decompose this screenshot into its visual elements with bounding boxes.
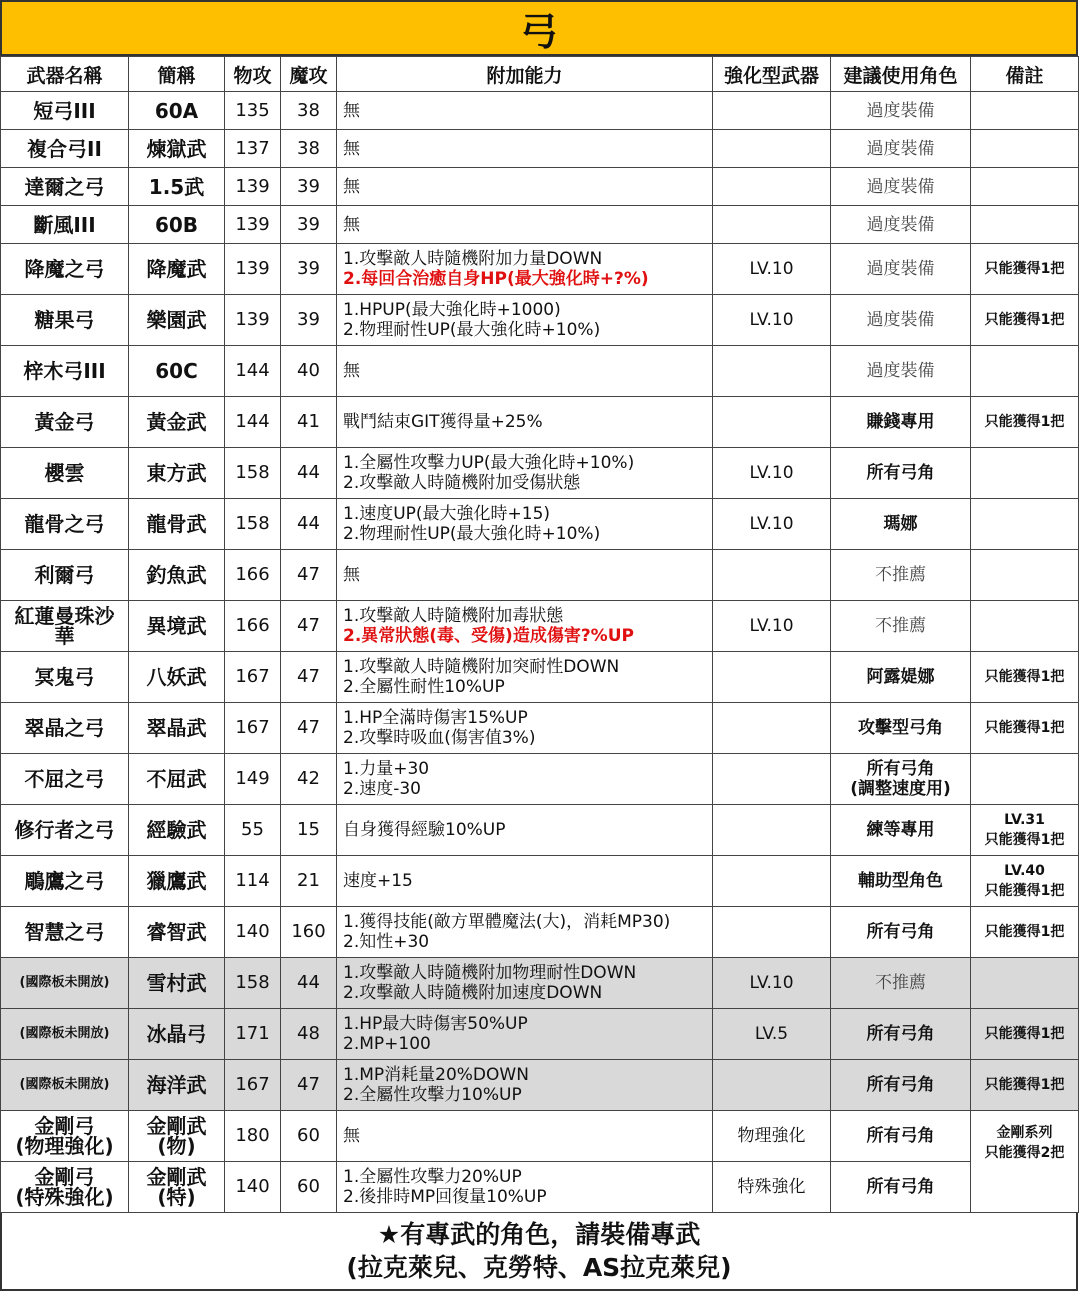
ability-line: 1.攻擊敵人時隨機附加物理耐性DOWN	[343, 963, 637, 983]
cell-abbr: 60A	[129, 92, 225, 130]
cell-ability	[337, 550, 713, 601]
cell-ability	[337, 168, 713, 206]
cell-patk: 55	[225, 805, 281, 856]
ability-line: 2.攻擊時吸血(傷害值3%)	[343, 728, 536, 748]
cell-patk: 166	[225, 601, 281, 652]
cell-ability	[337, 1009, 713, 1060]
ability-line: 速度+15	[343, 871, 413, 891]
ability-line: 無	[343, 361, 360, 381]
cell-matk: 160	[281, 907, 337, 958]
cell-abbr: 黃金武	[129, 397, 225, 448]
cell-enhance	[713, 206, 831, 244]
cell-abbr: 60B	[129, 206, 225, 244]
header-row	[1, 57, 1079, 92]
cell-ability	[337, 206, 713, 244]
table-row	[1, 907, 1079, 958]
cell-enhance	[713, 907, 831, 958]
cell-matk: 60	[281, 1162, 337, 1213]
cell-weapon-name: 翠晶之弓	[1, 703, 129, 754]
cell-matk: 39	[281, 168, 337, 206]
cell-weapon-name: 複合弓II	[1, 130, 129, 168]
cell-note: 只能獲得1把	[971, 652, 1079, 703]
cell-weapon-name: 金剛弓 (特殊強化)	[1, 1162, 129, 1213]
cell-patk: 135	[225, 92, 281, 130]
cell-role: 瑪娜	[831, 499, 971, 550]
ability-line: 1.全屬性攻擊力20%UP	[343, 1167, 522, 1187]
cell-enhance	[713, 856, 831, 907]
cell-abbr: 海洋武	[129, 1060, 225, 1111]
cell-enhance: LV.10	[713, 244, 831, 295]
ability-line: 1.速度UP(最大強化時+15)	[343, 504, 551, 524]
table-row	[1, 346, 1079, 397]
ability-line: 2.攻擊敵人時隨機附加受傷狀態	[343, 473, 581, 493]
ability-line: 2.速度-30	[343, 779, 421, 799]
cell-ability	[337, 346, 713, 397]
cell-role: 不推薦	[831, 958, 971, 1009]
cell-enhance: LV.10	[713, 448, 831, 499]
cell-note	[971, 130, 1079, 168]
cell-enhance	[713, 168, 831, 206]
header-enhance: 強化型武器	[713, 57, 831, 92]
cell-ability	[337, 1060, 713, 1111]
table-row	[1, 1111, 1079, 1162]
cell-ability	[337, 601, 713, 652]
cell-matk: 47	[281, 550, 337, 601]
cell-role: 過度裝備	[831, 206, 971, 244]
cell-abbr: 釣魚武	[129, 550, 225, 601]
header-matk: 魔攻	[281, 57, 337, 92]
header-weapon-name: 武器名稱	[1, 57, 129, 92]
cell-enhance	[713, 346, 831, 397]
cell-matk: 44	[281, 958, 337, 1009]
cell-matk: 47	[281, 652, 337, 703]
cell-weapon-name: 達爾之弓	[1, 168, 129, 206]
cell-patk: 166	[225, 550, 281, 601]
cell-weapon-name: 利爾弓	[1, 550, 129, 601]
cell-ability	[337, 499, 713, 550]
cell-note	[971, 448, 1079, 499]
table-row	[1, 206, 1079, 244]
cell-ability	[337, 907, 713, 958]
cell-ability	[337, 244, 713, 295]
cell-patk: 171	[225, 1009, 281, 1060]
cell-patk: 144	[225, 397, 281, 448]
cell-matk: 39	[281, 295, 337, 346]
table-row	[1, 1162, 1079, 1213]
table-row	[1, 550, 1079, 601]
ability-line: 2.全屬性攻擊力10%UP	[343, 1085, 522, 1105]
cell-abbr: 不屈武	[129, 754, 225, 805]
cell-ability	[337, 856, 713, 907]
cell-matk: 41	[281, 397, 337, 448]
cell-matk: 38	[281, 92, 337, 130]
cell-patk: 167	[225, 703, 281, 754]
cell-note	[971, 168, 1079, 206]
cell-note: 只能獲得1把	[971, 244, 1079, 295]
cell-weapon-name: 黃金弓	[1, 397, 129, 448]
table-row	[1, 168, 1079, 206]
cell-note: LV.31 只能獲得1把	[971, 805, 1079, 856]
ability-line: 1.攻擊敵人時隨機附加突耐性DOWN	[343, 657, 620, 677]
ability-line: 無	[343, 176, 360, 197]
cell-patk: 158	[225, 958, 281, 1009]
cell-enhance	[713, 805, 831, 856]
cell-role: 過度裝備	[831, 295, 971, 346]
table-row	[1, 295, 1079, 346]
cell-matk: 15	[281, 805, 337, 856]
cell-matk: 47	[281, 1060, 337, 1111]
ability-line: 無	[343, 214, 360, 235]
cell-matk: 44	[281, 448, 337, 499]
cell-patk: 158	[225, 448, 281, 499]
cell-matk: 48	[281, 1009, 337, 1060]
cell-enhance	[713, 754, 831, 805]
ability-line: 2.全屬性耐性10%UP	[343, 677, 505, 697]
table-row	[1, 397, 1079, 448]
footer-note	[0, 1213, 1078, 1291]
cell-enhance: LV.10	[713, 958, 831, 1009]
table-row	[1, 448, 1079, 499]
cell-role: 所有弓角	[831, 448, 971, 499]
ability-line: 2.每回合治癒自身HP(最大強化時+?%)	[343, 269, 649, 289]
cell-note: 只能獲得1把	[971, 295, 1079, 346]
cell-ability	[337, 703, 713, 754]
cell-enhance	[713, 550, 831, 601]
ability-line: 1.攻擊敵人時隨機附加毒狀態	[343, 606, 564, 626]
cell-weapon-name: (國際板未開放)	[1, 1009, 129, 1060]
cell-patk: 114	[225, 856, 281, 907]
ability-line: 無	[343, 138, 360, 159]
cell-note	[971, 550, 1079, 601]
cell-weapon-name: 冥鬼弓	[1, 652, 129, 703]
cell-role: 過度裝備	[831, 130, 971, 168]
ability-line: 2.物理耐性UP(最大強化時+10%)	[343, 524, 601, 544]
cell-ability	[337, 1111, 713, 1162]
cell-enhance: 特殊強化	[713, 1162, 831, 1213]
cell-ability	[337, 130, 713, 168]
ability-line: 1.力量+30	[343, 759, 430, 779]
cell-note: 只能獲得1把	[971, 907, 1079, 958]
cell-enhance	[713, 397, 831, 448]
ability-line: 2.物理耐性UP(最大強化時+10%)	[343, 320, 601, 340]
cell-note: 只能獲得1把	[971, 1009, 1079, 1060]
cell-weapon-name: 斷風III	[1, 206, 129, 244]
table-row	[1, 805, 1079, 856]
cell-ability	[337, 958, 713, 1009]
cell-matk: 39	[281, 244, 337, 295]
cell-patk: 139	[225, 244, 281, 295]
cell-ability	[337, 1162, 713, 1213]
cell-matk: 39	[281, 206, 337, 244]
cell-role: 所有弓角 (調整速度用)	[831, 754, 971, 805]
cell-abbr: 八妖武	[129, 652, 225, 703]
table-row	[1, 856, 1079, 907]
ability-line: 2.異常狀態(毒、受傷)造成傷害?%UP	[343, 626, 634, 646]
table-row	[1, 652, 1079, 703]
cell-note	[971, 92, 1079, 130]
bow-table	[0, 56, 1079, 1213]
cell-note	[971, 346, 1079, 397]
cell-patk: 144	[225, 346, 281, 397]
cell-ability	[337, 805, 713, 856]
cell-enhance	[713, 703, 831, 754]
cell-abbr: 金剛武 (物)	[129, 1111, 225, 1162]
cell-weapon-name: (國際板未開放)	[1, 958, 129, 1009]
cell-role: 不推薦	[831, 601, 971, 652]
cell-role: 不推薦	[831, 550, 971, 601]
cell-ability	[337, 295, 713, 346]
table-row	[1, 958, 1079, 1009]
cell-abbr: 60C	[129, 346, 225, 397]
header-patk: 物攻	[225, 57, 281, 92]
cell-abbr: 雪村武	[129, 958, 225, 1009]
cell-matk: 47	[281, 703, 337, 754]
footer-line-1: ★有專武的角色，請裝備專武	[377, 1220, 701, 1249]
table-row	[1, 1060, 1079, 1111]
cell-abbr: 獵鷹武	[129, 856, 225, 907]
ability-line: 1.HPUP(最大強化時+1000)	[343, 300, 561, 320]
cell-weapon-name: 修行者之弓	[1, 805, 129, 856]
cell-note: 金剛系列 只能獲得2把	[971, 1111, 1079, 1213]
cell-abbr: 煉獄武	[129, 130, 225, 168]
cell-matk: 40	[281, 346, 337, 397]
cell-abbr: 冰晶弓	[129, 1009, 225, 1060]
cell-role: 所有弓角	[831, 907, 971, 958]
header-ability: 附加能力	[337, 57, 713, 92]
cell-enhance	[713, 92, 831, 130]
cell-note	[971, 499, 1079, 550]
table-row	[1, 499, 1079, 550]
cell-patk: 167	[225, 1060, 281, 1111]
cell-note: 只能獲得1把	[971, 1060, 1079, 1111]
cell-enhance: LV.5	[713, 1009, 831, 1060]
cell-note	[971, 601, 1079, 652]
ability-line: 2.知性+30	[343, 932, 430, 952]
cell-note: 只能獲得1把	[971, 703, 1079, 754]
header-role: 建議使用角色	[831, 57, 971, 92]
cell-patk: 158	[225, 499, 281, 550]
page-title: 弓	[0, 0, 1078, 56]
ability-line: 1.HP最大時傷害50%UP	[343, 1014, 528, 1034]
cell-abbr: 降魔武	[129, 244, 225, 295]
cell-weapon-name: 智慧之弓	[1, 907, 129, 958]
cell-abbr: 樂園武	[129, 295, 225, 346]
ability-line: 2.MP+100	[343, 1034, 431, 1054]
cell-patk: 140	[225, 1162, 281, 1213]
cell-abbr: 異境武	[129, 601, 225, 652]
cell-matk: 21	[281, 856, 337, 907]
cell-note: 只能獲得1把	[971, 397, 1079, 448]
table-row	[1, 703, 1079, 754]
cell-enhance	[713, 652, 831, 703]
cell-abbr: 經驗武	[129, 805, 225, 856]
header-abbr: 簡稱	[129, 57, 225, 92]
cell-matk: 44	[281, 499, 337, 550]
cell-role: 所有弓角	[831, 1162, 971, 1213]
cell-enhance: LV.10	[713, 601, 831, 652]
ability-line: 無	[343, 565, 360, 585]
cell-weapon-name: 櫻雲	[1, 448, 129, 499]
cell-role: 輔助型角色	[831, 856, 971, 907]
cell-enhance	[713, 130, 831, 168]
footer-line-2: (拉克萊兒、克勞特、AS拉克萊兒)	[346, 1253, 732, 1282]
ability-line: 自身獲得經驗10%UP	[343, 820, 506, 840]
table-row	[1, 244, 1079, 295]
ability-line: 1.獲得技能(敵方單體魔法(大)，消耗MP30)	[343, 912, 671, 932]
cell-patk: 137	[225, 130, 281, 168]
table-row	[1, 1009, 1079, 1060]
cell-patk: 140	[225, 907, 281, 958]
cell-matk: 47	[281, 601, 337, 652]
cell-patk: 149	[225, 754, 281, 805]
cell-weapon-name: 鵰鷹之弓	[1, 856, 129, 907]
table-row	[1, 754, 1079, 805]
ability-line: 1.MP消耗量20%DOWN	[343, 1065, 529, 1085]
cell-abbr: 龍骨武	[129, 499, 225, 550]
cell-role: 過度裝備	[831, 346, 971, 397]
cell-ability	[337, 448, 713, 499]
ability-line: 無	[343, 1126, 360, 1146]
ability-line: 無	[343, 100, 360, 121]
ability-line: 2.後排時MP回復量10%UP	[343, 1187, 547, 1207]
cell-weapon-name: 紅蓮曼珠沙華	[1, 601, 129, 652]
ability-line: 2.攻擊敵人時隨機附加速度DOWN	[343, 983, 603, 1003]
cell-ability	[337, 397, 713, 448]
cell-role: 所有弓角	[831, 1111, 971, 1162]
cell-role: 所有弓角	[831, 1009, 971, 1060]
cell-role: 過度裝備	[831, 168, 971, 206]
cell-ability	[337, 92, 713, 130]
cell-weapon-name: 短弓III	[1, 92, 129, 130]
cell-enhance: 物理強化	[713, 1111, 831, 1162]
cell-role: 過度裝備	[831, 244, 971, 295]
cell-note	[971, 206, 1079, 244]
cell-note	[971, 754, 1079, 805]
cell-ability	[337, 754, 713, 805]
cell-matk: 60	[281, 1111, 337, 1162]
ability-line: 1.HP全滿時傷害15%UP	[343, 708, 528, 728]
cell-ability	[337, 652, 713, 703]
cell-role: 攻擊型弓角	[831, 703, 971, 754]
cell-role: 賺錢專用	[831, 397, 971, 448]
cell-enhance: LV.10	[713, 499, 831, 550]
ability-line: 1.攻擊敵人時隨機附加力量DOWN	[343, 249, 603, 269]
cell-weapon-name: 糖果弓	[1, 295, 129, 346]
cell-abbr: 金剛武 (特)	[129, 1162, 225, 1213]
cell-role: 阿露媞娜	[831, 652, 971, 703]
header-note: 備註	[971, 57, 1079, 92]
cell-weapon-name: 龍骨之弓	[1, 499, 129, 550]
cell-matk: 38	[281, 130, 337, 168]
cell-matk: 42	[281, 754, 337, 805]
cell-enhance: LV.10	[713, 295, 831, 346]
cell-weapon-name: (國際板未開放)	[1, 1060, 129, 1111]
cell-weapon-name: 不屈之弓	[1, 754, 129, 805]
cell-enhance	[713, 1060, 831, 1111]
cell-weapon-name: 降魔之弓	[1, 244, 129, 295]
cell-role: 練等專用	[831, 805, 971, 856]
ability-line: 戰鬥結束GIT獲得量+25%	[343, 412, 543, 432]
table-row	[1, 601, 1079, 652]
ability-line: 1.全屬性攻擊力UP(最大強化時+10%)	[343, 453, 635, 473]
table-body	[1, 92, 1079, 1213]
cell-patk: 139	[225, 168, 281, 206]
cell-abbr: 1.5武	[129, 168, 225, 206]
cell-weapon-name: 金剛弓 (物理強化)	[1, 1111, 129, 1162]
cell-note: LV.40 只能獲得1把	[971, 856, 1079, 907]
cell-note	[971, 958, 1079, 1009]
cell-patk: 167	[225, 652, 281, 703]
cell-weapon-name: 梓木弓III	[1, 346, 129, 397]
table-row	[1, 92, 1079, 130]
cell-patk: 180	[225, 1111, 281, 1162]
cell-abbr: 翠晶武	[129, 703, 225, 754]
cell-role: 過度裝備	[831, 92, 971, 130]
cell-patk: 139	[225, 206, 281, 244]
cell-abbr: 睿智武	[129, 907, 225, 958]
cell-abbr: 東方武	[129, 448, 225, 499]
cell-role: 所有弓角	[831, 1060, 971, 1111]
table-row	[1, 130, 1079, 168]
cell-patk: 139	[225, 295, 281, 346]
